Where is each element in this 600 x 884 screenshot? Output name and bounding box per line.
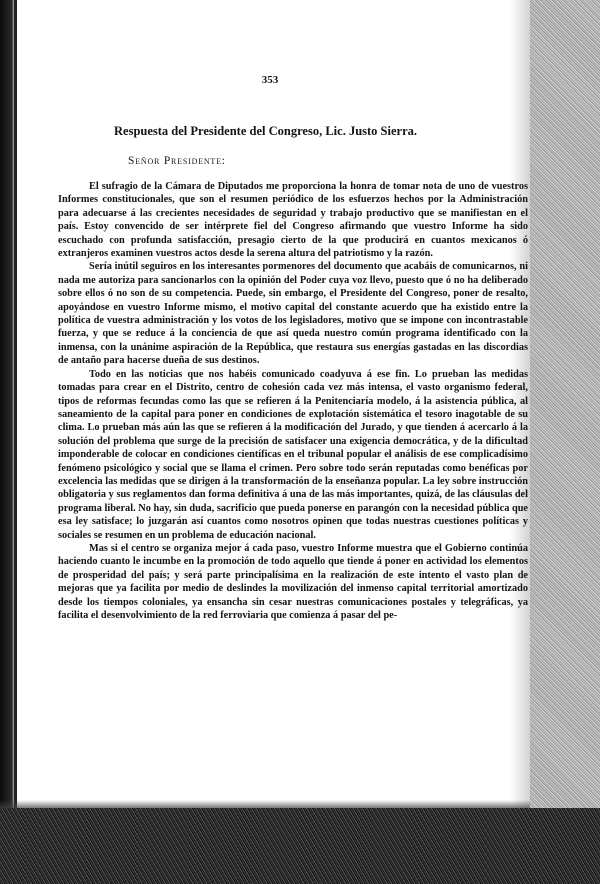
scan-right-border [530, 0, 600, 884]
paragraph-1: El sufragio de la Cámara de Diputados me proporciona la honra de tomar nota de uno de vuestros Informes constitucionales, que son el resumen periódico de los esfuerzos hechos por la Administración para adecuarse á las crecientes necesidades de seguridad y trabajo productivo que se manifiestan en el país. Estoy convencido de ser intérprete fiel del Congreso afirmando que vuestro Informe ha sido escuchado con profunda satisfacción, presagio cierto de la que producirá en cuantos mexicanos ó extranjeros examinen vuestros actos desde la serena altura del patriotismo y la razón. [58, 181, 528, 260]
section-title: Respuesta del Presidente del Congreso, Lic. Justo Sierra. [114, 124, 417, 138]
paragraph-3: Todo en las noticias que nos habéis comunicado coadyuva á ese fin. Lo prueban las medidas tomadas para crear en el Distrito, centro de cohesión cada vez más intensa, el vasto organismo federal, tipos de reformas fecundas como las que se refieren á la Penitenciaría modelo, á la asistencia pública, al saneamiento de la capital para poner en condiciones de explotación sistemática el tesoro inagotable de su clima. Lo prueban más aún las que se refieren á la modificación del Jurado, y que tienden á acercarlo á la solución del problema que surge de la precisión de satisfacer una exigencia democrática, y de la dificultad imponderable de colocar en condiciones científicas en el tribunal popular el análisis de ese complicadísimo fenómeno psicológico y social que se llama el crimen. Pero sobre todo serán reputadas como benéficas por excelencia las medidas que se dirigen á la transformación de la enseñanza popular. La ley sobre instrucción obligatoria y sus reglamentos dan forma definitiva á una de las más importantes, quizá, de las cláusulas del programa liberal. No hay, sin duda, sacrificio que pueda ponerse en parangón con la necesidad pública que esa ley satisface; lo juzgarán así cuantos como nosotros opinen que todas nuestras cuestiones políticas y sociales se resumen en un problema de educación nacional. [58, 368, 528, 541]
scan-left-border [0, 0, 14, 884]
page-number: 353 [261, 74, 279, 86]
paragraph-2: Sería inútil seguiros en los interesantes pormenores del documento que acabáis de comunicarnos, ni nada me autoriza para sancionarlos con la opinión del Poder cuya voz llevo, puesto que ó no ha deliberado sobre ellos ó no son de su competencia. Puede, sin embargo, el Presidente del Congreso, poner de resalto, apoyándose en vuestro Informe mismo, el motivo capital del constante acuerdo que ha existido entre la política de vuestra administración y los votos de los legisladores, motivo que se impone con incontrastable fuerza, y que se reduce á la conciencia de que así queda nuestro común programa identificado con la inmensa, con la unánime aspiración de la República, que restaura sus energías gastadas en las discordias de antaño para hacerse dueña de sus destinos. [58, 261, 528, 367]
body-text [58, 180, 528, 622]
scan-bottom-border [0, 808, 600, 884]
salutation: Señor Presidente: [128, 155, 226, 167]
paragraph-4: Mas si el centro se organiza mejor á cada paso, vuestro Informe muestra que el Gobierno continúa haciendo cuanto le incumbe en la promoción de todo aquello que tiende á poner en actividad los elementos de prosperidad del país; y será parte principalísima en la realización de este intento el vasto plan de mejoras que ya facilita por medio de deslindes la movilización del inmenso capital territorial amortizado desde los tiempos coloniales, ya ensancha sin cesar nuestras comunicaciones postales y telegráficas, ya facilita el desenvolvimiento de la red ferroviaria que comienza á pasar del pe- [58, 542, 528, 621]
scan-left-line [14, 0, 17, 884]
